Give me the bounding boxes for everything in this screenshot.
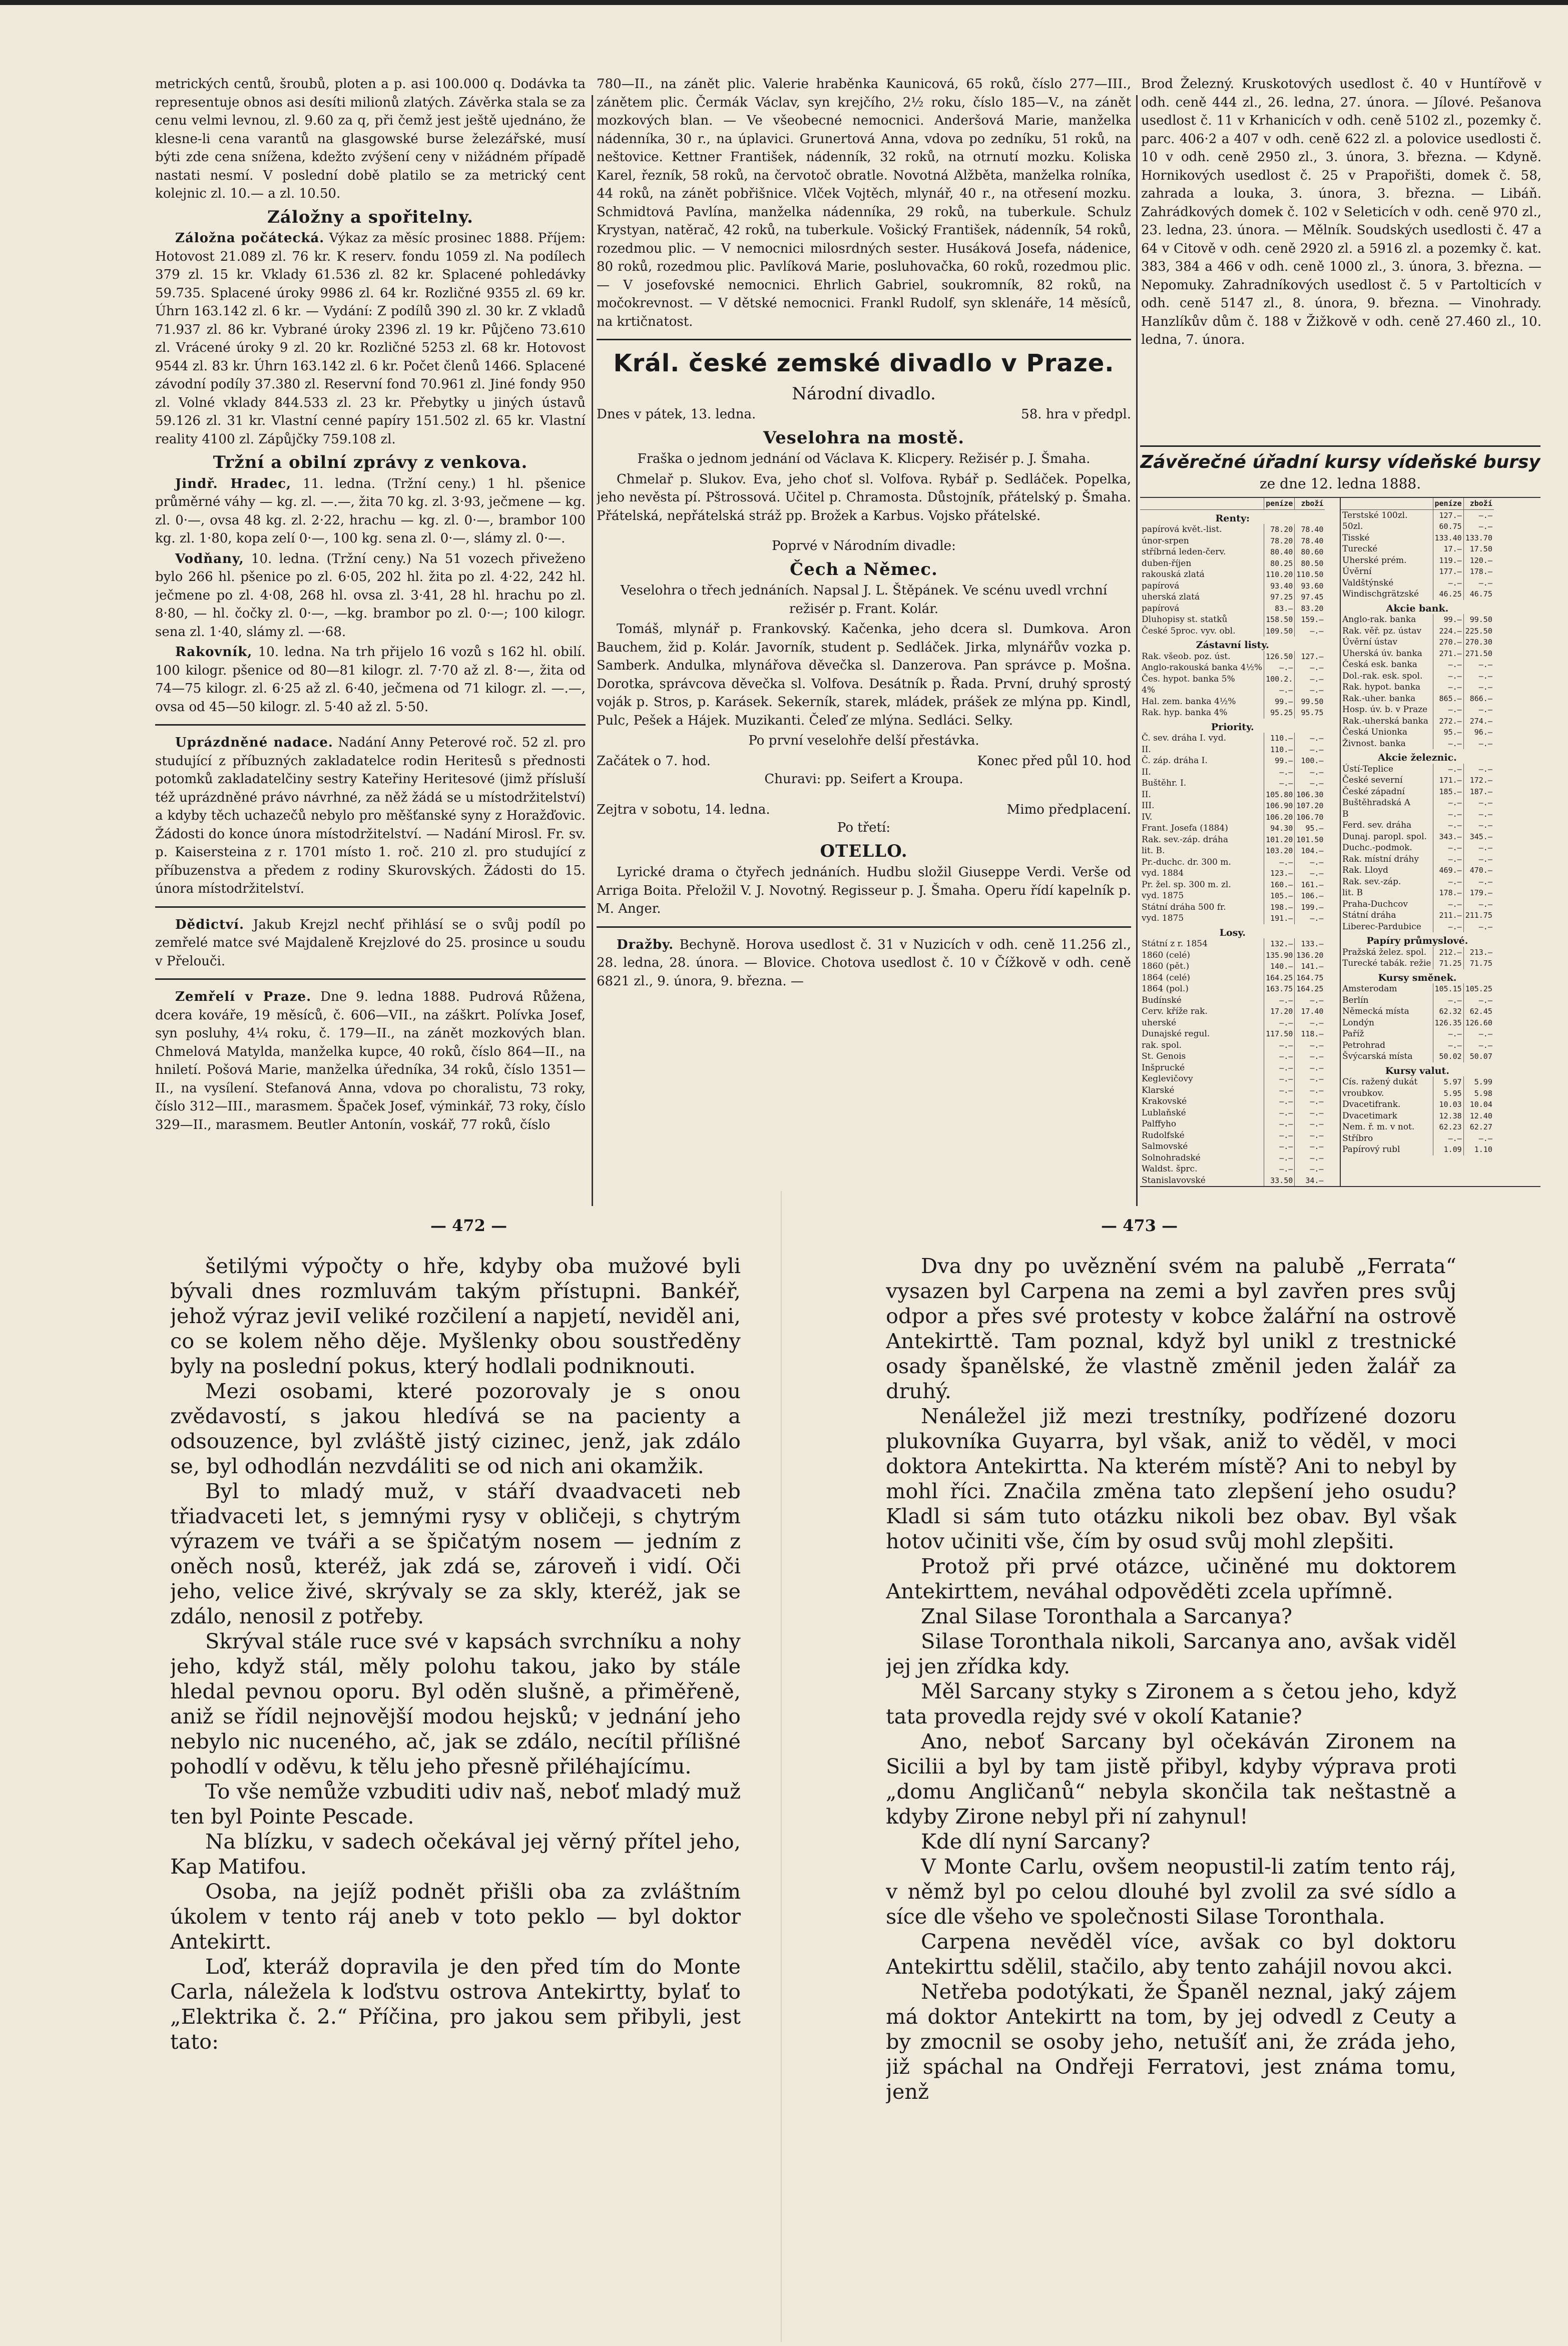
table-row: Rak. Lloyd 469.— 470.—	[1341, 865, 1494, 876]
table-row: uherské —.— —.—	[1140, 1017, 1325, 1029]
table-row: Hal. zem. banka 4½% 99.— 99.50	[1140, 696, 1325, 708]
show-times-row: Začátek o 7. hod. Konec před půl 10. hod	[597, 753, 1131, 769]
table-row: Živnost. banka —.— —.—	[1341, 738, 1494, 750]
table-row: Č. sev. dráha I. vyd. 110.— —.—	[1140, 733, 1325, 744]
show-intro-2: Poprvé v Národním divadle:	[772, 538, 956, 553]
table-row: Terstské 100zl. 127.— —.—	[1341, 509, 1494, 521]
novel-paragraph: Měl Sarcany styky s Zironem a s četou jeho, když tata provedla rejdy své v okolí Katanie?	[886, 1679, 1456, 1728]
stock-exchange-table	[1140, 445, 1540, 1236]
novel-paragraph: Mezi osobami, které pozorovaly je s onou zvědavostí, s jakou hledívá se na pacienty a odsouzence, byl zvláště jistý cizinec, jenž, jak zdálo se, byl odhodlán nezvdáliti se od nich ani okamžik.	[170, 1379, 741, 1478]
column-rule	[1136, 95, 1138, 1206]
novel-paragraph: šetilými výpočty o hře, kdyby oba mužové byli bývali dnes rozmluvám takým přístupni. Bankéř, jehož výraz jeviI veliké rozčilení a napjetí, neviděl ani, co se kolem něho děje. Myšlenky obou soustředěny byly na poslední pokus, který hodlali podniknouti.	[170, 1254, 741, 1378]
table-row: vyd. 1875 191.— —.—	[1140, 913, 1325, 924]
table-row: Čes. hypot. banka 5% 100.2. —.—	[1140, 674, 1325, 685]
column-2	[597, 75, 1131, 1196]
table-row: Švýcarská místa 50.02 50.07	[1341, 1051, 1494, 1062]
table-row: Praha-Duchcov —.— —.—	[1341, 899, 1494, 910]
novel-paragraph: Protož při prvé otázce, učiněné mu doktorem Antekirttem, neváhal odpověděti zcela upřímně.	[886, 1554, 1456, 1603]
market-date: ze dne 12. ledna 1888.	[1259, 475, 1421, 492]
market-table-right	[1341, 498, 1494, 1155]
table-section-heading: Akcie bank.	[1386, 603, 1449, 614]
table-row: Nem. ř. m. v not. 62.23 62.27	[1341, 1121, 1494, 1133]
table-row: Rak. hypot. banka —.— —.—	[1341, 682, 1494, 693]
divider	[1140, 445, 1540, 447]
table-row: Liberec-Pardubice —.— —.—	[1341, 921, 1494, 933]
vacant-foundations: Uprázdněné nadace. Nadání Anny Peterové roč. 52 zl. pro studující z příbuzných zakladatelce rodin Heritesů s přednosti potomků zakladatelčiny sestry Kateřiny Heritesové (jimž přísluší též uprázdněné právo návrhné, za něž žádá se u místodržitelství) a kdyby těch uchazečů nebylo pro měšťanské syny z Horažďovic. Žádosti do konce února místodržitelství. — Nadání Mirosl. Fr. sv. p. Kaisersteina z r. 1701 místo 1. roč. 210 zl. pro studující z příbuzenstva a předem z rodiny Skurovských. Žádosti do 15. února místodržitelství.	[155, 735, 586, 896]
table-row: Paříž —.— —.—	[1341, 1028, 1494, 1040]
table-row: Duchc.-podmok. —.— —.—	[1341, 842, 1494, 854]
table-row: Frant. Josefa (1884) 94.30 95.—	[1140, 823, 1325, 834]
page-number-right: — 473 —	[1101, 1216, 1178, 1235]
show-desc-2: Veselohra o třech jednáních. Napsal J. L. Štěpánek. Ve scénu uvedl vrchní režisér p. Frant. Kolár.	[620, 583, 1108, 617]
table-row: Rak. sev.-záp. dráha 101.20 101.50	[1140, 834, 1325, 846]
show-desc-1: Fraška o jednom jednání od Václava K. Klicpery. Režisér p. J. Šmaha.	[637, 451, 1091, 466]
table-section-heading: Kursy valut.	[1385, 1065, 1449, 1076]
show-desc-3: Lyrické drama o čtyřech jednáních. Hudbu složil Giuseppe Verdi. Verše od Arriga Boita. Přeložil V. J. Novotný. Regisseur p. J. Šmaha. Operu řídí kapelník p. M. Anger.	[597, 865, 1131, 916]
table-row: vyd. 1875 105.— 106.—	[1140, 890, 1325, 902]
table-row: vroubkov. 5.95 5.98	[1341, 1088, 1494, 1099]
table-section-heading: Renty:	[1215, 512, 1250, 524]
top-border	[0, 0, 1568, 5]
divider	[597, 339, 1131, 340]
theatre-subtitle: Národní divadlo.	[792, 384, 936, 404]
show-date-row: Dnes v pátek, 13. ledna. 58. hra v předpl.	[597, 407, 1131, 422]
market-tables	[1140, 497, 1540, 1187]
novel-paragraph: Kde dlí nyní Sarcany?	[921, 1829, 1151, 1854]
table-row: Petrohrad —.— —.—	[1341, 1040, 1494, 1051]
table-row: Cerv. kříže rak. 17.20 17.40	[1140, 1006, 1325, 1017]
table-row: 1864 (celé) 164.25 164.75	[1140, 972, 1325, 984]
show-cast-1: Chmelař p. Slukov. Eva, jeho choť sl. Volfova. Rybář p. Sedláček. Popelka, jeho nevěsta pí. Pštrossová. Učitel p. Chramosta. Důstojník, přátelský p. Šmaha. Přátelská, nepřátelská stráž pp. Brožek a Karbus. Vojsko přátelské.	[597, 471, 1131, 523]
table-row: Waldst. šprc. —.— —.—	[1140, 1163, 1325, 1175]
divider	[155, 906, 586, 908]
table-row: Státní dráha 211.— 211.75	[1341, 910, 1494, 921]
show-cast-2: Tomáš, mlynář p. Frankovský. Kačenka, jeho dcera sl. Dumkova. Aron Bauchem, žid p. Kolár. Javorník, student p. Sedláček. Jirka, mlynářův vozka p. Samberk. Andulka, mlynářova děvečka sl. Danzerova. Pan správce p. Mošna. Dorotka, správcova děvečka sl. Volfova. Desátník p. Řada. První, druhý sprostý voják p. Stros, p. Karásek. Sekerník, starek, mládek, prášek ze mlýna pp. Kindl, Pulc, Pešek a Hájek. Muzikanti. Čeleď ze mlýna. Sedláci. Selky.	[597, 622, 1131, 728]
table-row: Česká esk. banka —.— —.—	[1341, 659, 1494, 671]
table-row: Anglo-rak. banka 99.— 99.50	[1341, 614, 1494, 626]
table-row: Česká Unionka 95.— 96.—	[1341, 727, 1494, 738]
table-row: II. 105.80 106.30	[1140, 789, 1325, 801]
table-row: Úvěrní 177.— 178.—	[1341, 566, 1494, 577]
table-row: IV. 106.20 106.70	[1140, 812, 1325, 823]
show-intro-3: Po třetí:	[837, 820, 891, 835]
novel-paragraph: Nenáležel již mezi trestníky, podřízené dozoru plukovníka Guyarra, byl však, aniž to věděl, v moci doktora Antekirtta. Na kterém místě? Ani to nebyl by mohl říci. Značila změna tato zlepšení jeho osudu? Kladl si sám tuto otázku nikoli bez obav. Byl však hotov učiniti vše, čím by osud svůj mohl zlepšiti.	[886, 1404, 1456, 1553]
show-note-2: Po první veselohře delší přestávka.	[748, 733, 979, 748]
table-header: peníze zboží	[1140, 498, 1325, 509]
show-date-row-3: Zejtra v sobotu, 14. ledna. Mimo předplacení.	[597, 802, 1131, 817]
novel-paragraph: Ano, neboť Sarcany byl očekáván Zironem na Sicilii a byl by tam jistě přibyl, kdyby výprava proti „domu Angličanů“ nebyla skončila tak neštastně a kdyby Zirone nebyl při ní zahynul!	[886, 1729, 1456, 1829]
table-row: Rak. všeob. poz. úst. 126.50 127.—	[1140, 651, 1325, 663]
table-row: Rak. místní dráhy —.— —.—	[1341, 854, 1494, 865]
table-row: Uherské prém. 119.— 120.—	[1341, 555, 1494, 566]
table-row: Budínské —.— —.—	[1140, 995, 1325, 1006]
table-row: Tisské 133.40 133.70	[1341, 532, 1494, 544]
market-title: Závěrečné úřadní kursy vídeňské bursy	[1140, 452, 1540, 472]
table-row: St. Genois —.— —.—	[1140, 1051, 1325, 1062]
table-row: Rak. sev.-záp. —.— —.—	[1341, 876, 1494, 888]
table-row: II. —.— —.—	[1140, 767, 1325, 778]
novel-paragraph: Loď, kteráž dopravila je den před tím do Monte Carla, náležela k loďstvu ostrova Antekirtty, bylať to „Elektrika č. 2.“ Příčina, pro jakou sem přibyli, jest tato:	[170, 1954, 741, 2054]
table-row: 50zl. 60.75 —.—	[1341, 521, 1494, 532]
show-title-1: Veselohra na mostě.	[763, 427, 965, 448]
table-row: Solnohradské —.— —.—	[1140, 1152, 1325, 1164]
novel-paragraph: Byl to mladý muž, v stáří dvaadvaceti neb třiadvaceti let, s jemnými rysy v obličeji, s chytrým výrazem ve tváři a se špičatým nosem — jedním z oněch nosů, kteréž, jak zdá se, zároveň i vidí. Oči jeho, velice živé, skrývaly se za skly, kteréž, jak se zdálo, nenosil z potřeby.	[170, 1479, 741, 1628]
market-table-left	[1140, 498, 1325, 1186]
table-section-heading: Papíry průmyslové.	[1366, 935, 1468, 946]
table-row: Cís. ražený dukát 5.97 5.99	[1341, 1076, 1494, 1088]
table-row: Dol.-rak. esk. spol. —.— —.—	[1341, 671, 1494, 682]
table-row: Pr. žel. sp. 300 m. zl. 160.— 161.—	[1140, 879, 1325, 891]
show-music-2: Churavi: pp. Seifert a Kroupa.	[764, 772, 963, 787]
table-row: Stříbro —.— —.—	[1341, 1133, 1494, 1144]
table-row: Amsterodam 105.15 105.25	[1341, 983, 1494, 995]
table-row: Turecké 17.— 17.50	[1341, 543, 1494, 555]
market-report-rakovnik: Rakovník, 10. ledna. Na trh přijelo 16 vozů s 162 hl. obilí. 100 kilogr. pšenice od 80—81 kilogr. zl. 7·70 až zl. 8·—, žita od 74—75 kilogr. zl. 6·25 až zl. 6·40, ječmena od 71 kilogr. zl. —.—, ovsa od 45—50 kilogr. zl. 5·40 až zl. 5·50.	[155, 645, 586, 715]
deaths-prague: Zemřelí v Praze. Dne 9. ledna 1888. Pudrová Růžena, dcera kováře, 19 měsíců, č. 606—VII., na záškrt. Polívka Josef, syn posluhy, 4¼ roku, č. 179—II., na zánět mozkových blan. Chmelová Matylda, manželka kupce, 40 roků, číslo 864—II., na hniletí. Pošová Marie, manželka úředníka, 34 roků, číslo 1351—II., na vysílení. Stefanová Anna, vdova po choralistu, 73 roky, číslo 312—III., marasmem. Špaček Josef, výminkář, 73 roky, číslo 329—II., marasmem. Beutler Antonín, voskář, 77 roků, číslo	[155, 989, 586, 1132]
heading-market: Tržní a obilní zprávy z venkova.	[213, 452, 528, 472]
table-row: Rudolfské —.— —.—	[1140, 1130, 1325, 1141]
table-row: Dvacetifrank. 10.03 10.04	[1341, 1099, 1494, 1110]
table-section-heading: Akcie železnic.	[1378, 752, 1457, 763]
table-row: vyd. 1884 123.— —.—	[1140, 868, 1325, 879]
novel-page-left	[170, 1254, 741, 2329]
table-row: Inšprucké —.— —.—	[1140, 1062, 1325, 1074]
table-row: Londýn 126.35 126.60	[1341, 1017, 1494, 1029]
table-row: 1864 (pol.) 163.75 164.25	[1140, 983, 1325, 995]
table-row: Uherská úv. banka 271.— 271.50	[1341, 648, 1494, 660]
page-fold	[781, 1191, 782, 2342]
savings-report: Záložna počátecká. Výkaz za měsíc prosinec 1888. Příjem: Hotovost 21.089 zl. 76 kr. K reserv. fondu 1059 zl. Na podílech 379 zl. 15 kr. Vklady 61.536 zl. 82 kr. Splacené pohledávky 59.735. Splacené úroky 9986 zl. 64 kr. Rozličné 9355 zl. 69 kr. Úhrn 163.142 zl. 6 kr. — Vydání: Z podílů 390 zl. 30 kr. Z vkladů 71.937 zl. 86 kr. Vybrané úroky 2396 zl. 19 kr. Půjčeno 73.610 zl. Vrácené úroky 9 zl. 20 kr. Rozličné 5253 zl. 68 kr. Hotovost 9544 zl. 83 kr. Úhrn 163.142 zl. 6 kr. Počet členů 1466. Splacené závodní podíly 37.380 zl. Reservní fond 70.961 zl. Jiné fondy 950 zl. Volné vklady 844.533 zl. 23 kr. Přebytky u jiných ústavů 59.126 zl. 31 kr. Vlastní cenné papíry 151.502 zl. 65 kr. Vlastní reality 4100 zl. Zápůjčky 759.108 zl.	[155, 231, 586, 447]
table-row: papírová květ.-list. 78.20 78.40	[1140, 524, 1325, 535]
table-section-heading: Losy.	[1219, 927, 1246, 938]
column-3	[1141, 75, 1541, 440]
table-section-heading: Kursy směnek.	[1378, 972, 1457, 983]
table-section-heading: Zástavní listy.	[1196, 640, 1269, 651]
show-title-3: OTELLO.	[820, 841, 908, 861]
novel-paragraph: Skrýval stále ruce své v kapsách svrchníku a nohy jeho, když stál, měly polohu takou, jako by stále hledal pevnou oporu. Byl oděn slušně, a přiměřeně, aniž se řídil nejnovější modou hejsků; v jednání jeho nebylo nic nuceného, ač, jak se zdálo, necítil přílišné pohodlí v oděvu, k tělu jeho přesně přiléhajícímu.	[170, 1629, 741, 1779]
table-row: lit. B. 103.20 104.—	[1140, 845, 1325, 857]
table-row: Buštěhradská A —.— —.—	[1341, 797, 1494, 809]
table-row: Dunaj. paropl. spol. 343.— 345.—	[1341, 831, 1494, 843]
divider	[155, 978, 586, 980]
table-row: rak. spol. —.— —.—	[1140, 1040, 1325, 1051]
table-row: 1860 (pět.) 140.— 141.—	[1140, 961, 1325, 972]
auctions-continued: Brod Železný. Kruskotových usedlost č. 40 v Huntířově v odh. ceně 444 zl., 26. ledna, 27. února. — Jílové. Pešanova usedlost č. 11 v Krhanicích v odh. ceně 5102 zl., pozemky č. parc. 406·2 a 407 v odh. ceně 622 zl. a polovice usedlosti č. 10 v odh. ceně 2950 zl., 3. února, 3. března. — Kdyně. Hornikových usedlost č. 25 v Prapořišti, domek č. 58, zahrada a louka, 3. února, 3. března. — Libáň. Zahrádkových domek č. 102 v Seleticích v odh. ceně 970 zl., 23. ledna, 23. února. — Mělník. Soudských usedlosti č. 47 a 64 v Citově v odh. ceně 2920 zl. a 5916 zl. a pozemky č. kat. 383, 384 a 466 v odh. ceně 1000 zl., 3. února, 3. března. — Nepomuky. Zahradníkových usedlost č. 5 v Partolticích v odh. ceně 5147 zl., 8. února, 9. března. — Vinohrady. Hanzlíkův dům č. 188 v Žižkově v odh. ceně 27.460 zl., 10. ledna, 7. února.	[1141, 77, 1541, 347]
table-row: Lublaňské —.— —.—	[1140, 1107, 1325, 1119]
divider	[597, 926, 1131, 928]
table-row: II. 110.— —.—	[1140, 744, 1325, 756]
table-row: III. 106.90 107.20	[1140, 800, 1325, 812]
novel-paragraph: Znal Silase Toronthala a Sarcanya?	[921, 1604, 1292, 1628]
novel-paragraph: Silase Toronthala nikoli, Sarcanya ano, avšak viděl jej jen zřídka kdy.	[886, 1629, 1456, 1678]
page-number-left: — 472 —	[430, 1216, 507, 1235]
table-section-heading: Priority.	[1211, 721, 1254, 733]
table-row: papírová 83.— 83.20	[1140, 603, 1325, 615]
table-row: Dvacetimark 12.38 12.40	[1341, 1110, 1494, 1122]
table-row: uherská zlatá 97.25 97.45	[1140, 592, 1325, 603]
table-row: únor-srpen 78.20 78.40	[1140, 535, 1325, 547]
novel-page-right	[886, 1254, 1456, 2329]
table-row: Ústí-Teplice —.— —.—	[1341, 764, 1494, 775]
table-row: Dunajské regul. 117.50 118.—	[1140, 1028, 1325, 1040]
table-row: Úvěrní ústav 270.— 270.30	[1341, 637, 1494, 648]
market-report-hradec: Jindř. Hradec, 11. ledna. (Tržní ceny.) 1 hl. pšenice průměrné váhy — kg. zl. —.—, žita 70 kg. zl. 3·93, ječmene — kg. zl. 0·—, ovsa 48 kg. zl. 2·22, hrachu — kg. zl. 0·—, brambor 100 kg. zl. 1·80, kopa zelí 0·—, 100 kg. sena zl. 0·—, slámy zl. 0·—.	[155, 476, 586, 546]
table-row: Keglevičovy —.— —.—	[1140, 1073, 1325, 1085]
market-report-vodnany: Vodňany, 10. ledna. (Tržní ceny.) Na 51 vozech přiveženo bylo 266 hl. pšenice po zl. 6·05, 202 hl. žita po zl. 4·22, 242 hl. ječmene po zl. 4·08, 268 hl. ovsa zl. 3·41, 28 hl. hrachu po zl. 8·80, — hl. čočky zl. 0·—, —kg. brambor po zl. 0·—; 100 kilogr. sena zl. 1·40, slámy zl. —·68.	[155, 551, 586, 640]
table-row: Pr.-duchc. dr. 300 m. —.— —.—	[1140, 857, 1325, 868]
divider	[155, 724, 586, 726]
table-row: 4% —.— —.—	[1140, 685, 1325, 696]
novel-paragraph: Osoba, na jejíž podnět přišli oba za zvláštním úkolem v tento ráj aneb v toto peklo — byl doktor Antekirtt.	[170, 1879, 741, 1954]
table-header: peníze zboží	[1341, 498, 1494, 509]
table-row: rakouská zlatá 110.20 110.50	[1140, 569, 1325, 580]
novel-paragraph: Carpena nevěděl více, avšak co byl doktoru Antekirttu sdělil, stačilo, aby tento zahájil novou akci.	[886, 1929, 1456, 1979]
column-rule	[592, 95, 593, 1206]
table-row: Rak.-uher. banka 865.— 866.—	[1341, 693, 1494, 705]
table-row: Stanislavovské 33.50 34.—	[1140, 1175, 1325, 1187]
table-row: Hosp. úv. b. v Praze —.— —.—	[1341, 704, 1494, 716]
table-row: Krakovské —.— —.—	[1140, 1096, 1325, 1107]
table-row: Ferd. sev. dráha —.— —.—	[1341, 820, 1494, 831]
novel-paragraph: Netřeba podotýkati, že Španěl neznal, jaký zájem má doktor Antekirtt na tom, by jej odvedl z Ceuty a by zmocnil se osoby jeho, netušíť ani, že zráda jeho, již spáchal na Ondřeji Ferratovi, jest známa tomu, jenž	[886, 1979, 1456, 2104]
table-row: Klarské —.— —.—	[1140, 1085, 1325, 1096]
table-row: Valdštýnské —.— —.—	[1341, 577, 1494, 589]
table-row: Č. záp. dráha I. 99.— 100.—	[1140, 755, 1325, 767]
table-row: 1860 (celé) 135.90 136.20	[1140, 950, 1325, 961]
table-row: B —.— —.—	[1341, 809, 1494, 820]
table-row: Windischgrätzské 46.25 46.75	[1341, 589, 1494, 600]
table-row: České západní 185.— 187.—	[1341, 786, 1494, 798]
auctions: Dražby. Bechyně. Horova usedlost č. 31 v Nuzicích v odh. ceně 11.256 zl., 28. ledna, 28. února. — Blovice. Chotova usedlost č. 10 v Čížkově v odh. ceně 6821 zl., 9. února, 9. března. —	[597, 937, 1131, 989]
table-row: Anglo-rakouská banka 4½% —.— —.—	[1140, 662, 1325, 674]
table-row: Papírový rubl 1.09 1.10	[1341, 1144, 1494, 1155]
theatre-title: Král. české zemské divadlo v Praze.	[613, 349, 1115, 377]
inheritance-notice: Dědictví. Jakub Krejzl nechť přihlásí se o svůj podíl po zemřelé matce své Majdaleně Krejzlové do 25. prosince u soudu v Přelouči.	[155, 917, 586, 969]
table-row: stříbrná leden-červ. 80.40 80.60	[1140, 546, 1325, 558]
table-row: Německá místa 62.32 62.45	[1341, 1006, 1494, 1017]
table-row: Státní z r. 1854 132.— 133.—	[1140, 938, 1325, 950]
deaths-continued: 780—II., na zánět plic. Valerie hraběnka Kaunicová, 65 roků, číslo 277—III., zánětem plic. Čermák Václav, syn krejčího, 2½ roku, číslo 185—V., na zánět mozkových blan. — Ve všeobecné nemocnici. Anderšová Marie, manželka nádenníka, 30 r., na úplavici. Grunertová Anna, vdova po zedníku, 51 roků, na neštovice. Kettner František, nádenník, 32 roků, na otrnutí mozku. Koliska Karel, řezník, 58 roků, na červotoč obratle. Novotná Alžběta, manželka rolníka, 44 roků, na zánět pobřišnice. Vlček Vojtěch, mlynář, 40 r., na otřesení mozku. Schmidtová Pavlína, manželka nádenníka, 29 roků, na tuberkule. Schulz Krystyan, natěrač, 42 roků, na tuberkule. Vošický František, nádenník, 54 roků, rozedmou plic. — V nemocnici milosrdných sester. Husáková Josefa, nádenice, 80 roků, rozedmou plic. Pavlíková Marie, posluhovačka, 60 roků, rozedmou plic. — V josefovské nemocnici. Ehrlich Gabriel, soukromník, 82 roků, na močokrevnost. — V dětské nemocnici. Frankl Rudolf, syn sklenáře, 14 měsíců, na krtičnatost.	[597, 77, 1131, 329]
table-row: Rak. věř. pz. ústav 224.— 225.50	[1341, 626, 1494, 637]
table-row: lit. B 178.— 179.—	[1341, 887, 1494, 899]
table-row: Salmovské —.— —.—	[1140, 1141, 1325, 1152]
table-row: duben-říjen 80.25 80.50	[1140, 558, 1325, 569]
table-row: Dluhopisy st. statků 158.50 159.—	[1140, 614, 1325, 626]
intro-text: metrických centů, šroubů, ploten a p. asi 100.000 q. Dodávka ta representuje obnos asi desíti milionů zlatých. Závěrka stala se za cenu velmi levnou, zl. 9.60 za q, při čemž jest ještě ujednáno, že klesne-li cena varantů na glasgowské burse železářské, musí býti zde cena snížena, kdežto zvýšení ceny v nižádném případě nastati nesmí. V poslední době platilo se za metrický cent kolejnic zl. 10.— a zl. 10.50.	[155, 77, 586, 201]
novel-paragraph: Dva dny po uvěznění svém na palubě „Ferrata“ vysazen byl Carpena na zemi a byl zavřen pres svůj odpor a přes své protesty v kobce žalářní na ostrově Antekirttě. Tam poznal, když byl unikl z trestnické osady španělské, že vlastně změnil jeden žalář za druhý.	[886, 1254, 1456, 1403]
heading-savings: Záložny a spořitelny.	[267, 207, 474, 227]
novel-paragraph: To vše nemůže vzbuditi udiv naš, neboť mladý muž ten byl Pointe Pescade.	[170, 1779, 741, 1829]
show-title-2: Čech a Němec.	[790, 559, 938, 579]
table-row: papírová 93.40 93.60	[1140, 580, 1325, 592]
table-row: Berlín —.— —.—	[1341, 995, 1494, 1006]
column-1	[155, 75, 586, 1196]
table-row: Státní dráha 500 fr. 198.— 199.—	[1140, 902, 1325, 913]
table-row: Palffyho —.— —.—	[1140, 1118, 1325, 1130]
novel-paragraph: Na blízku, v sadech očekával jej věrný přítel jeho, Kap Matifou.	[170, 1829, 741, 1879]
table-row: Pražská želez. spol. 212.— 213.—	[1341, 947, 1494, 958]
table-row: Rak.-uherská banka 272.— 274.—	[1341, 716, 1494, 727]
novel-paragraph: V Monte Carlu, ovšem neopustil-li zatím tento ráj, v němž byl po celou dlouhé byl zvolil za své sídlo a síce dle všeho ve společnosti Silase Toronthala.	[886, 1854, 1456, 1929]
table-row: České severní 171.— 172.—	[1341, 775, 1494, 786]
table-row: Rak. hyp. banka 4% 95.25 95.75	[1140, 707, 1325, 719]
table-row: České 5proc. vyv. obl. 109.50 —.—	[1140, 626, 1325, 637]
table-row: Turecké tabák. režie 71.25 71.75	[1341, 958, 1494, 969]
table-row: Buštěhr. I. —.— —.—	[1140, 778, 1325, 789]
